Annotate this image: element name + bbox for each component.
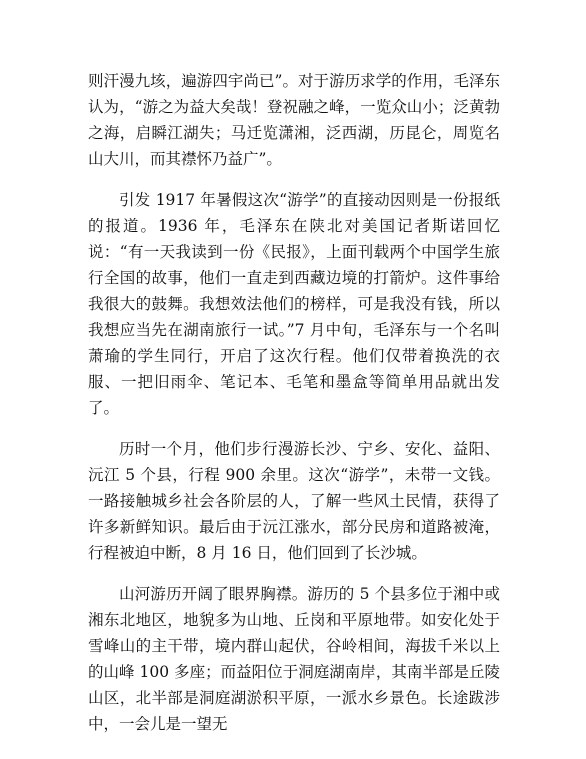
- paragraph-continuation: 则汗漫九垓，遍游四宇尚已”。对于游历求学的作用，毛泽东认为，“游之为益大矣哉！登祝融之峰，一览众山小；泛黄勃之海，启瞬江湖失；马迁览潇湘，泛西湖，历昆仑，周览名山大川，而其襟怀乃益广”。: [88, 72, 500, 168]
- paragraph-1917-trip-cause: 引发 1917 年暑假这次“游学”的直接动因则是一份报纸的报道。1936 年，毛泽东在陕北对美国记者斯诺回忆说：“有一天我读到一份《民报》，上面刊载两个中国学生旅行全国的故事，他们一直走到西藏边境的打箭炉。这件事给我很大的鼓舞。我想效法他们的榜样，可是我没有钱，所以我想应当先在湖南旅行一试。”7 月中旬，毛泽东与一个名叫萧瑜的学生同行，开启了这次行程。他们仅带着换洗的衣服、一把旧雨伞、笔记本、毛笔和墨盒等简单用品就出发了。: [88, 191, 500, 417]
- body-text: [88, 68, 500, 737]
- paragraph-landscape: 山河游历开阔了眼界胸襟。游历的 5 个县多位于湘中或湘东北地区，地貌多为山地、丘岗和平原地带。如安化处于雪峰山的主干带，境内群山起伏，谷岭相间，海拔千米以上的山峰 100 多座；而益阳位于洞庭湖南岸，其南半部是丘陵山区，北半部是洞庭湖淤积平原，一派水乡景色。长途跋涉中，一会儿是一望无: [88, 585, 500, 733]
- paragraph-trip-route: 历时一个月，他们步行漫游长沙、宁乡、安化、益阳、沅江 5 个县，行程 900 余里。这次“游学”，未带一文钱。一路接触城乡社会各阶层的人，了解一些风土民情，获得了许多新鲜知识。最后由于沅江涨水，部分民房和道路被淹，行程被迫中断，8 月 16 日，他们回到了长沙城。: [88, 440, 500, 562]
